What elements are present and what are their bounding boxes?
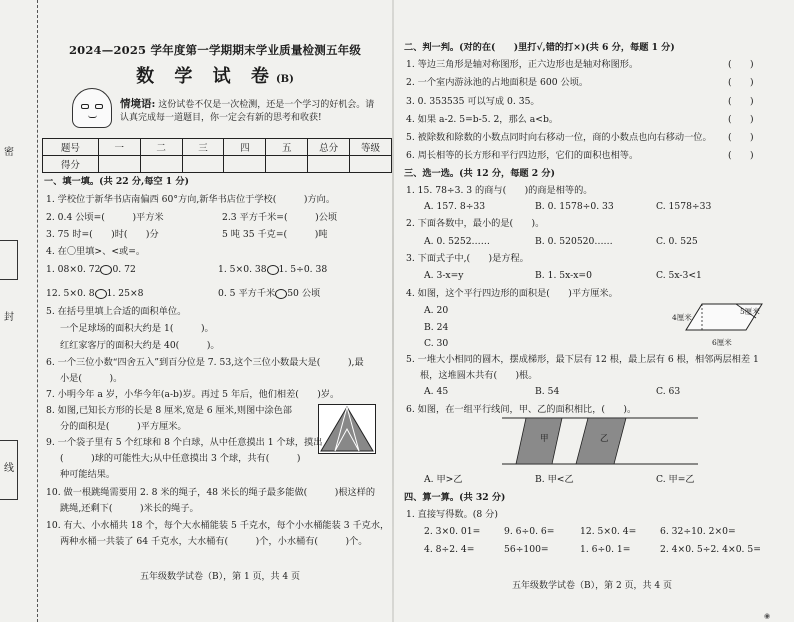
exam-header: 2024—2025 学年度第一学期期末学业质量检测五年级 <box>68 43 362 57</box>
question-8a: 8. 如图,已知长方形的长是 8 厘米,宽是 6 厘米,则图中涂色部 <box>46 405 292 416</box>
section-judge-title: 二、判一判。(对的在( )里打√,错的打×)(共 6 分，每题 1 分) <box>404 42 675 53</box>
calc-item[interactable]: 9. 6÷0. 6= <box>504 526 555 537</box>
calc-item[interactable]: 6. 32÷10. 2×0= <box>660 526 736 537</box>
judge-4: 4. 如果 a-2. 5=b-5. 2，那么 a<b。 <box>406 114 559 125</box>
compare-right: 1. 5÷0. 38 <box>278 264 328 275</box>
score-header-cell: 题号 <box>43 139 99 156</box>
calc-item[interactable]: 56÷100= <box>504 544 549 555</box>
choice-1: 1. 15. 78÷3. 3 的商与( )的商是相等的。 <box>406 185 593 196</box>
question-1: 1. 学校位于新华书店南偏西 60°方向,新华书店位于学校( )方向。 <box>46 194 336 205</box>
binding-label-line: 线 <box>4 463 14 474</box>
question-11b: 两种水桶一共装了 64 千克水，大水桶有( )个，小水桶有( )个。 <box>60 536 368 547</box>
score-header-cell: 一 <box>98 139 140 156</box>
score-header-cell: 四 <box>224 139 266 156</box>
compare-left: 1. 08×0. 72 <box>46 264 101 275</box>
judge-answer-box[interactable]: ( ) <box>728 114 754 125</box>
score-cell[interactable] <box>224 156 266 173</box>
judge-answer-box[interactable]: ( ) <box>728 77 754 88</box>
question-5b: 红红家客厅的面积大约是 40( )。 <box>60 340 220 351</box>
compare-row-1 <box>46 264 136 275</box>
calc-item[interactable]: 1. 6÷0. 1= <box>580 544 631 555</box>
choice-1-option-b[interactable]: B. 0. 1578÷0. 33 <box>535 201 614 212</box>
choice-3-option-b[interactable]: B. 1. 5x-x=0 <box>535 270 592 281</box>
choice-1-option-a[interactable]: A. 157. 8÷33 <box>424 201 486 212</box>
choice-6-option-a[interactable]: A. 甲>乙 <box>424 474 463 485</box>
binding-label-seal-2: 封 <box>4 312 14 323</box>
judge-answer-box[interactable]: ( ) <box>728 150 754 161</box>
score-header-cell: 三 <box>182 139 224 156</box>
choice-3-option-c[interactable]: C. 5x-3<1 <box>656 270 702 281</box>
exam-title <box>40 62 390 88</box>
choice-5a: 5. 一堆大小相同的圆木，摆成梯形，最下层有 12 根，最上层有 6 根，相邻两层相差 1 <box>406 354 759 365</box>
choice-6-option-b[interactable]: B. 甲<乙 <box>535 474 574 485</box>
question-2b: 2.3 平方千米=( )公顷 <box>222 212 338 223</box>
banner-message <box>120 98 374 125</box>
judge-1: 1. 等边三角形是轴对称图形，正六边形也是轴对称图形。 <box>406 59 639 70</box>
page-fold <box>392 0 394 622</box>
choice-3-option-a[interactable]: A. 3-x=y <box>424 270 464 281</box>
score-cell[interactable] <box>140 156 182 173</box>
calc-item[interactable]: 12. 5×0. 4= <box>580 526 637 537</box>
choice-4: 4. 如图，这个平行四边形的面积是( )平方厘米。 <box>406 288 618 299</box>
choice-6: 6. 如图，在一组平行线间，甲、乙的面积相比，( )。 <box>406 404 637 415</box>
calc-intro: 1. 直接写得数。(8 分) <box>406 509 498 520</box>
compare-circle[interactable] <box>267 265 279 275</box>
judge-6: 6. 周长相等的长方形和平行四边形，它们的面积也相等。 <box>406 150 639 161</box>
compare-left: 0. 5 平方千米 <box>218 288 276 299</box>
question-10b: 跳绳,还剩下( )米长的绳子。 <box>60 503 199 514</box>
binding-label-seal: 密 <box>4 147 14 158</box>
shape-jia-label: 甲 <box>540 434 549 444</box>
compare-row-1b <box>218 264 327 275</box>
question-10a: 10. 做一根跳绳需要用 2. 8 米的绳子，48 米长的绳子最多能做( )根这样的 <box>46 487 376 498</box>
compare-circle[interactable] <box>275 289 287 299</box>
compare-row-2b <box>218 288 320 299</box>
score-cell[interactable] <box>308 156 350 173</box>
compare-right: 1. 25×8 <box>106 288 144 299</box>
question-9b: ( )球的可能性大;从中任意摸出 3 个球，共有( ) <box>60 453 301 464</box>
question-2a: 2. 0.4 公顷=( )平方米 <box>46 212 164 223</box>
choice-5-option-b[interactable]: B. 54 <box>535 386 560 397</box>
question-9a: 9. 一个袋子里有 5 个红球和 8 个白球，从中任意摸出 1 个球，摸出 <box>46 437 323 448</box>
score-cell[interactable] <box>98 156 140 173</box>
judge-answer-box[interactable]: ( ) <box>728 59 754 70</box>
section-calc-title: 四、算一算。(共 32 分) <box>404 492 506 503</box>
calc-item[interactable]: 2. 3×0. 01= <box>424 526 481 537</box>
student-avatar-icon <box>72 88 112 128</box>
score-header-cell: 总分 <box>308 139 350 156</box>
choice-5-option-c[interactable]: C. 63 <box>656 386 681 397</box>
score-row <box>43 156 392 173</box>
question-3a: 3. 75 时=( )时( )分 <box>46 229 159 240</box>
question-6b: 小是( )。 <box>60 373 123 384</box>
judge-answer-box[interactable]: ( ) <box>728 132 754 143</box>
compare-circle[interactable] <box>95 289 107 299</box>
question-11a: 10. 有大、小水桶共 18 个，每个大水桶能装 5 千克水，每个小水桶能装 3 千克水， <box>46 520 390 531</box>
question-3b: 5 吨 35 千克=( )吨 <box>222 229 328 240</box>
banner-line: 认真完成每一道题目，你一定会有新的思考和收获! <box>120 113 322 123</box>
compare-left: 1. 5×0. 38 <box>218 264 267 275</box>
score-header-cell: 五 <box>266 139 308 156</box>
judge-answer-box[interactable]: ( ) <box>728 96 754 107</box>
judge-2: 2. 一个室内游泳池的占地面积是 600 公顷。 <box>406 77 589 88</box>
score-header-cell: 等级 <box>350 139 392 156</box>
score-row-label: 得分 <box>43 156 99 173</box>
shaded-triangle-figure <box>318 404 376 454</box>
question-4: 4. 在〇里填>、<或=。 <box>46 246 146 257</box>
choice-6-option-c[interactable]: C. 甲=乙 <box>656 474 695 485</box>
choice-2-option-b[interactable]: B. 0. 520520…… <box>535 236 613 247</box>
parallelogram-height-label: 4厘米 <box>672 313 692 322</box>
compare-circle[interactable] <box>100 265 112 275</box>
choice-2-option-c[interactable]: C. 0. 525 <box>656 236 698 247</box>
page-2-footer: 五年级数学试卷（B），第 2 页，共 4 页 <box>512 581 673 591</box>
choice-5-option-a[interactable]: A. 45 <box>424 386 449 397</box>
score-cell[interactable] <box>350 156 392 173</box>
shape-yi-label: 乙 <box>600 434 609 444</box>
question-7: 7. 小明今年 a 岁，小华今年(a-b)岁。再过 5 年后，他们相差( )岁。 <box>46 389 340 400</box>
parallelogram-side-label: 5厘米 <box>740 307 760 316</box>
choice-4-option-c[interactable]: C. 30 <box>424 338 449 349</box>
choice-2: 2. 下面各数中，最小的是( )。 <box>406 218 545 229</box>
exam-title-text: 数 学 试 卷 <box>136 66 276 87</box>
score-cell[interactable] <box>182 156 224 173</box>
compare-left: 12. 5×0. 8 <box>46 288 95 299</box>
banner-label: 情境语: <box>120 98 156 110</box>
question-9c: 种可能结果。 <box>60 469 116 480</box>
calc-item[interactable]: 2. 4×0. 5÷2. 4×0. 5= <box>660 544 761 555</box>
binding-box <box>0 440 18 500</box>
question-8b: 分的面积是( )平方厘米。 <box>60 421 187 432</box>
judge-3: 3. 0. 353535 可以写成 0. 3̇5̇。 <box>406 96 540 107</box>
banner-line: 这份试卷不仅是一次检测，还是一个学习的好机会。请 <box>158 100 375 110</box>
choice-5b: 根，这堆圆木共有( )根。 <box>420 370 538 381</box>
judge-5: 5. 被除数和除数的小数点同时向右移动一位，商的小数点也向右移动一位。 <box>406 132 712 143</box>
parallelogram-base-label: 6厘米 <box>712 338 732 347</box>
choice-4-option-b[interactable]: B. 24 <box>424 322 449 333</box>
choice-4-option-a[interactable]: A. 20 <box>424 305 449 316</box>
page-1-footer: 五年级数学试卷（B），第 1 页，共 4 页 <box>140 572 301 582</box>
score-header-cell: 二 <box>140 139 182 156</box>
exam-version: (B) <box>275 74 294 85</box>
choice-2-option-a[interactable]: A. 0. 5252…… <box>424 236 490 247</box>
section-choose-title: 三、选一选。(共 12 分，每题 2 分) <box>404 168 555 179</box>
compare-row-2 <box>46 288 144 299</box>
binding-margin <box>0 0 38 622</box>
calc-item[interactable]: 4. 8÷2. 4= <box>424 544 475 555</box>
compare-right: 0. 72 <box>112 264 136 275</box>
watermark-logo-icon: ◉ <box>764 612 771 620</box>
score-header-row <box>43 139 392 156</box>
binding-box <box>0 240 18 280</box>
score-cell[interactable] <box>266 156 308 173</box>
question-6a: 6. 一个三位小数“四舍五入”到百分位是 7. 53,这个三位小数最大是( ),最 <box>46 357 364 368</box>
choice-1-option-c[interactable]: C. 1578÷33 <box>656 201 712 212</box>
section-fill-title: 一、填一填。(共 22 分,每空 1 分) <box>44 176 189 187</box>
choice-3: 3. 下面式子中,( )是方程。 <box>406 253 529 264</box>
compare-right: 50 公顷 <box>287 288 321 299</box>
question-5: 5. 在括号里填上合适的面积单位。 <box>46 306 187 317</box>
score-table <box>42 138 392 173</box>
question-5a: 一个足球场的面积大约是 1( )。 <box>60 323 214 334</box>
